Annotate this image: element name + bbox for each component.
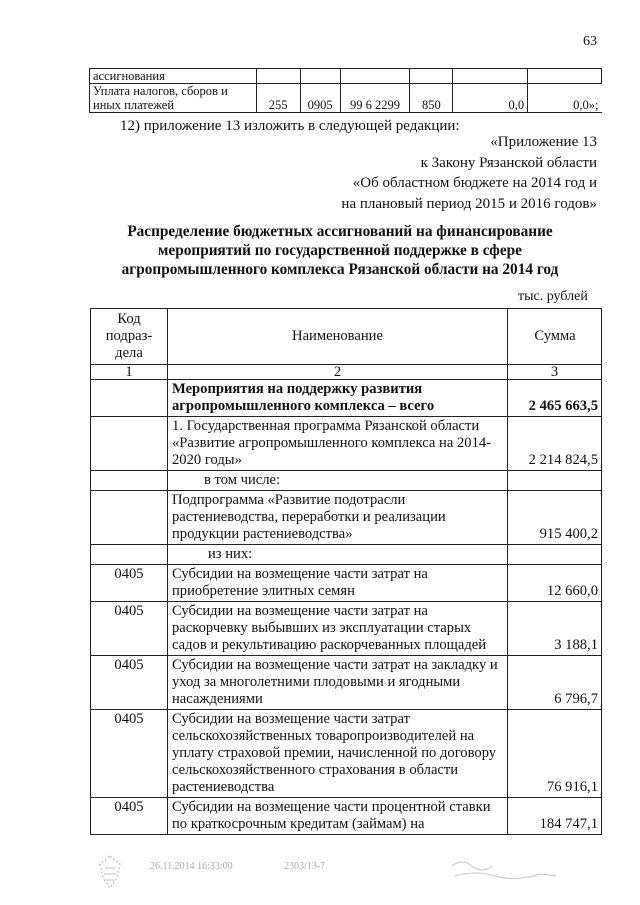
row-sum	[508, 545, 602, 565]
header-name: Наименование	[168, 309, 508, 365]
cell-name: Уплата налогов, сборов и иных платежей	[90, 84, 257, 113]
row-name: Субсидии на возмещение части затрат сельскохозяйственных товаропроизводителей на уплату страховой премии, начисленной по договору сельскохозяйственного страхования в области растениеводства	[168, 710, 508, 798]
header-sum: Сумма	[508, 309, 602, 365]
row-sum: 12 660,0	[508, 565, 602, 602]
row-sum: 915 400,2	[508, 491, 602, 545]
header-code: Код подраз-дела	[91, 309, 168, 365]
cell-name: ассигнования	[90, 69, 257, 84]
row-code: 0405	[91, 656, 168, 710]
cell-value: 0905	[300, 84, 340, 113]
electronic-signature-icon	[95, 854, 125, 890]
row-code: 0405	[91, 710, 168, 798]
table-row	[91, 602, 602, 656]
faint-signature-icon	[450, 856, 560, 882]
table-row	[91, 380, 602, 417]
row-name: Субсидии на возмещение части процентной ставки по краткосрочным кредитам (займам) на	[168, 798, 508, 835]
table-row	[90, 84, 602, 113]
cell-value: 0,0»;	[528, 84, 602, 113]
row-code	[91, 545, 168, 565]
row-code: 0405	[91, 798, 168, 835]
row-sum: 2 214 824,5	[508, 417, 602, 471]
cell-value: 255	[256, 84, 300, 113]
row-name: Субсидии на возмещение части затрат на закладку и уход за многолетними плодовыми и ягодными насаждениями	[168, 656, 508, 710]
table-header-row	[91, 309, 602, 365]
row-code	[91, 417, 168, 471]
table-row	[91, 545, 602, 565]
table-row	[91, 656, 602, 710]
row-name: Подпрограмма «Развитие подотрасли растениеводства, переработки и реализации продукции растениеводства»	[168, 491, 508, 545]
cell-value: 99 6 2299	[340, 84, 410, 113]
row-code	[91, 491, 168, 545]
amendment-note: 12) приложение 13 изложить в следующей редакции:	[120, 118, 460, 134]
column-number: 3	[508, 365, 602, 380]
row-name: Субсидии на возмещение части затрат на приобретение элитных семян	[168, 565, 508, 602]
row-sum: 6 796,7	[508, 656, 602, 710]
budget-table	[90, 308, 602, 835]
units-label: тыс. рублей	[518, 289, 588, 304]
row-name: из них:	[168, 545, 508, 565]
column-number: 1	[91, 365, 168, 380]
cell-value: 0,0	[453, 84, 528, 113]
table-row	[91, 710, 602, 798]
row-code: 0405	[91, 602, 168, 656]
table-row	[91, 491, 602, 545]
row-code: 0405	[91, 565, 168, 602]
row-name: в том числе:	[168, 471, 508, 491]
row-sum: 2 465 663,5	[508, 380, 602, 417]
row-name: 1. Государственная программа Рязанской области «Развитие агропромышленного комплекса на 2014-2020 годы»	[168, 417, 508, 471]
page-number: 63	[583, 34, 597, 49]
row-sum: 76 916,1	[508, 710, 602, 798]
row-name: Субсидии на возмещение части затрат на раскорчевку выбывших из эксплуатации старых садов и рекультивацию раскорчеванных площадей	[168, 602, 508, 656]
table-row	[91, 417, 602, 471]
appendix-line: «Приложение 13	[490, 134, 597, 150]
row-code	[91, 471, 168, 491]
cell-value: 850	[410, 84, 453, 113]
table-row	[90, 69, 602, 84]
table-row	[91, 798, 602, 835]
column-number: 2	[168, 365, 508, 380]
appendix-reference	[341, 132, 597, 214]
appendix-line: к Закону Рязанской области	[420, 154, 597, 171]
footer-stamps	[0, 854, 640, 894]
row-sum: 3 188,1	[508, 602, 602, 656]
registration-stamp: 2303/13-7	[284, 861, 326, 872]
row-sum: 184 747,1	[508, 798, 602, 835]
top-table-fragment	[89, 68, 602, 113]
table-row	[91, 565, 602, 602]
row-name: Мероприятия на поддержку развития агропромышленного комплекса – всего	[168, 380, 508, 417]
row-code	[91, 380, 168, 417]
row-sum	[508, 471, 602, 491]
column-number-row	[91, 365, 602, 380]
appendix-line: «Об областном бюджете на 2014 год и	[352, 175, 597, 191]
document-title: Распределение бюджетных ассигнований на финансирование мероприятий по государственной поддержке в сфере агропромышленного комплекса Рязанской области на 2014 год	[121, 223, 559, 278]
timestamp-stamp: 26.11.2014 16:33:00	[150, 861, 233, 872]
appendix-line: на плановый период 2015 и 2016 годов»	[341, 195, 597, 212]
table-row	[91, 471, 602, 491]
